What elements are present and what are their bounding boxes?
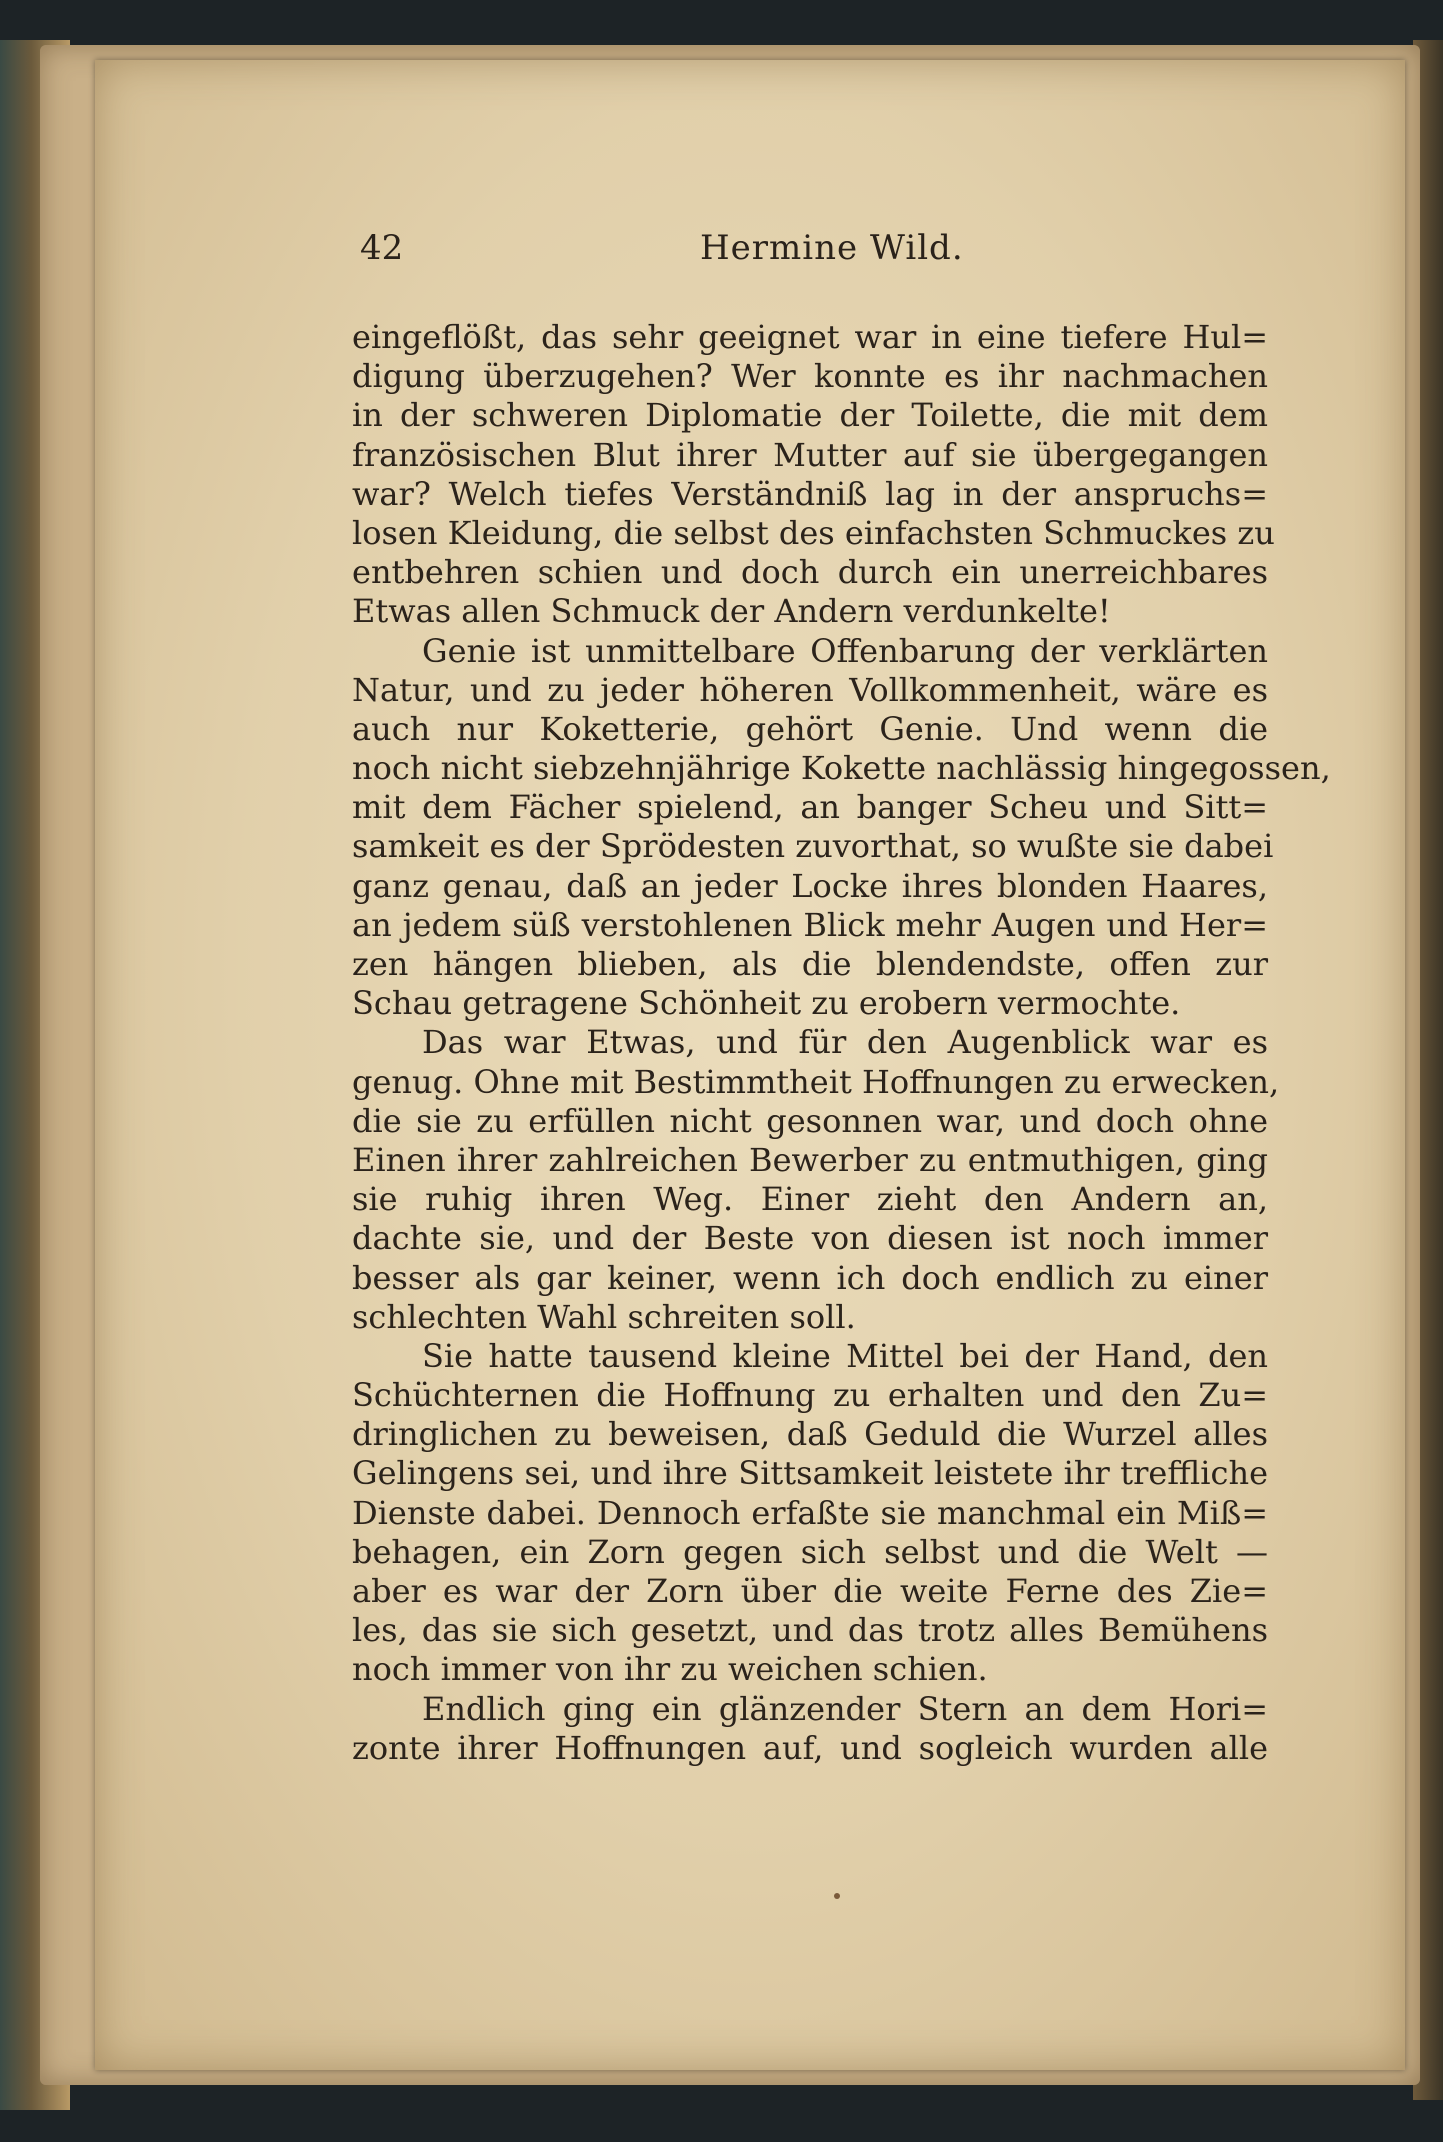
- text-line: Genie ist unmittelbare Offenbarung der verklärten: [422, 631, 1268, 670]
- text-line: Das war Etwas, und für den Augenblick war es: [422, 1023, 1268, 1062]
- text-line: Schüchternen die Hoffnung zu erhalten und den Zu=: [352, 1376, 1268, 1415]
- text-line: Etwas allen Schmuck der Andern verdunkelte!: [352, 592, 1111, 631]
- text-line: genug. Ohne mit Bestimmtheit Hoffnungen zu erwecken,: [352, 1062, 1280, 1101]
- paragraph: [352, 1023, 1280, 1337]
- text-line: noch immer von ihr zu weichen schien.: [352, 1650, 988, 1689]
- text-line: französischen Blut ihrer Mutter auf sie übergegangen: [352, 435, 1268, 474]
- text-line: zen hängen blieben, als die blendendste, offen zur: [352, 945, 1268, 983]
- running-title: Hermine Wild.: [700, 228, 964, 268]
- text-line: noch nicht siebzehnjährige Kokette nachlässig hingegossen,: [352, 749, 1331, 788]
- text-line: losen Kleidung, die selbst des einfachsten Schmuckes zu: [352, 513, 1275, 552]
- text-line: die sie zu erfüllen nicht gesonnen war, und doch ohne: [352, 1101, 1268, 1140]
- text-line: samkeit es der Sprödesten zuvorthat, so wußte sie dabei: [352, 827, 1274, 866]
- text-line: Gelingens sei, und ihre Sittsamkeit leistete ihr treffliche: [352, 1454, 1268, 1493]
- text-line: les, das sie sich gesetzt, und das trotz alles Bemühens: [352, 1611, 1268, 1650]
- text-line: schlechten Wahl schreiten soll.: [352, 1297, 856, 1336]
- text-line: besser als gar keiner, wenn ich doch endlich zu einer: [352, 1258, 1268, 1297]
- paragraph: [352, 631, 1331, 1024]
- text-line: Natur, und zu jeder höheren Vollkommenheit, wäre es: [352, 670, 1268, 709]
- text-line: digung überzugehen? Wer konnte es ihr nachmachen: [352, 357, 1268, 396]
- text-line: zonte ihrer Hoffnungen auf, und sogleich wurden alle: [352, 1728, 1268, 1767]
- text-line: Endlich ging ein glänzender Stern an dem Hori=: [422, 1689, 1268, 1728]
- text-line: Sie hatte tausend kleine Mittel bei der Hand, den: [422, 1336, 1268, 1375]
- text-line: auch nur Koketterie, gehört Genie. Und wenn die: [352, 709, 1268, 748]
- text-line: war? Welch tiefes Verständniß lag in der anspruchs=: [352, 474, 1268, 513]
- text-line: behagen, ein Zorn gegen sich selbst und die Welt —: [352, 1532, 1268, 1571]
- text-line: dringlichen zu beweisen, daß Geduld die Wurzel alles: [352, 1415, 1268, 1454]
- text-line: sie ruhig ihren Weg. Einer zieht den Andern an,: [352, 1180, 1268, 1219]
- paragraph: [352, 1337, 1268, 1690]
- text-line: Einen ihrer zahlreichen Bewerber zu entmuthigen, ging: [352, 1140, 1268, 1179]
- page-number: 42: [360, 228, 404, 268]
- text-line: aber es war der Zorn über die weite Ferne des Zie=: [352, 1572, 1268, 1610]
- text-line: dachte sie, und der Beste von diesen ist noch immer: [352, 1219, 1268, 1258]
- page-header: [360, 228, 1280, 278]
- text-line: ganz genau, daß an jeder Locke ihres blonden Haares,: [352, 866, 1268, 905]
- text-line: Dienste dabei. Dennoch erfaßte sie manchmal ein Miß=: [352, 1493, 1268, 1532]
- body-text: [352, 318, 1331, 1768]
- text-line: Schau getragene Schönheit zu erobern vermochte.: [352, 984, 1181, 1023]
- paragraph: [352, 318, 1275, 632]
- text-line: eingeflößt, das sehr geeignet war in eine tiefere Hul=: [352, 318, 1268, 356]
- text-line: in der schweren Diplomatie der Toilette, die mit dem: [352, 396, 1268, 435]
- text-line: entbehren schien und doch durch ein unerreichbares: [352, 553, 1268, 592]
- text-line: an jedem süß verstohlenen Blick mehr Augen und Her=: [352, 905, 1268, 944]
- paper-speck: [834, 1893, 840, 1899]
- text-line: mit dem Fächer spielend, an banger Scheu und Sitt=: [352, 788, 1268, 827]
- paragraph: [352, 1690, 1268, 1768]
